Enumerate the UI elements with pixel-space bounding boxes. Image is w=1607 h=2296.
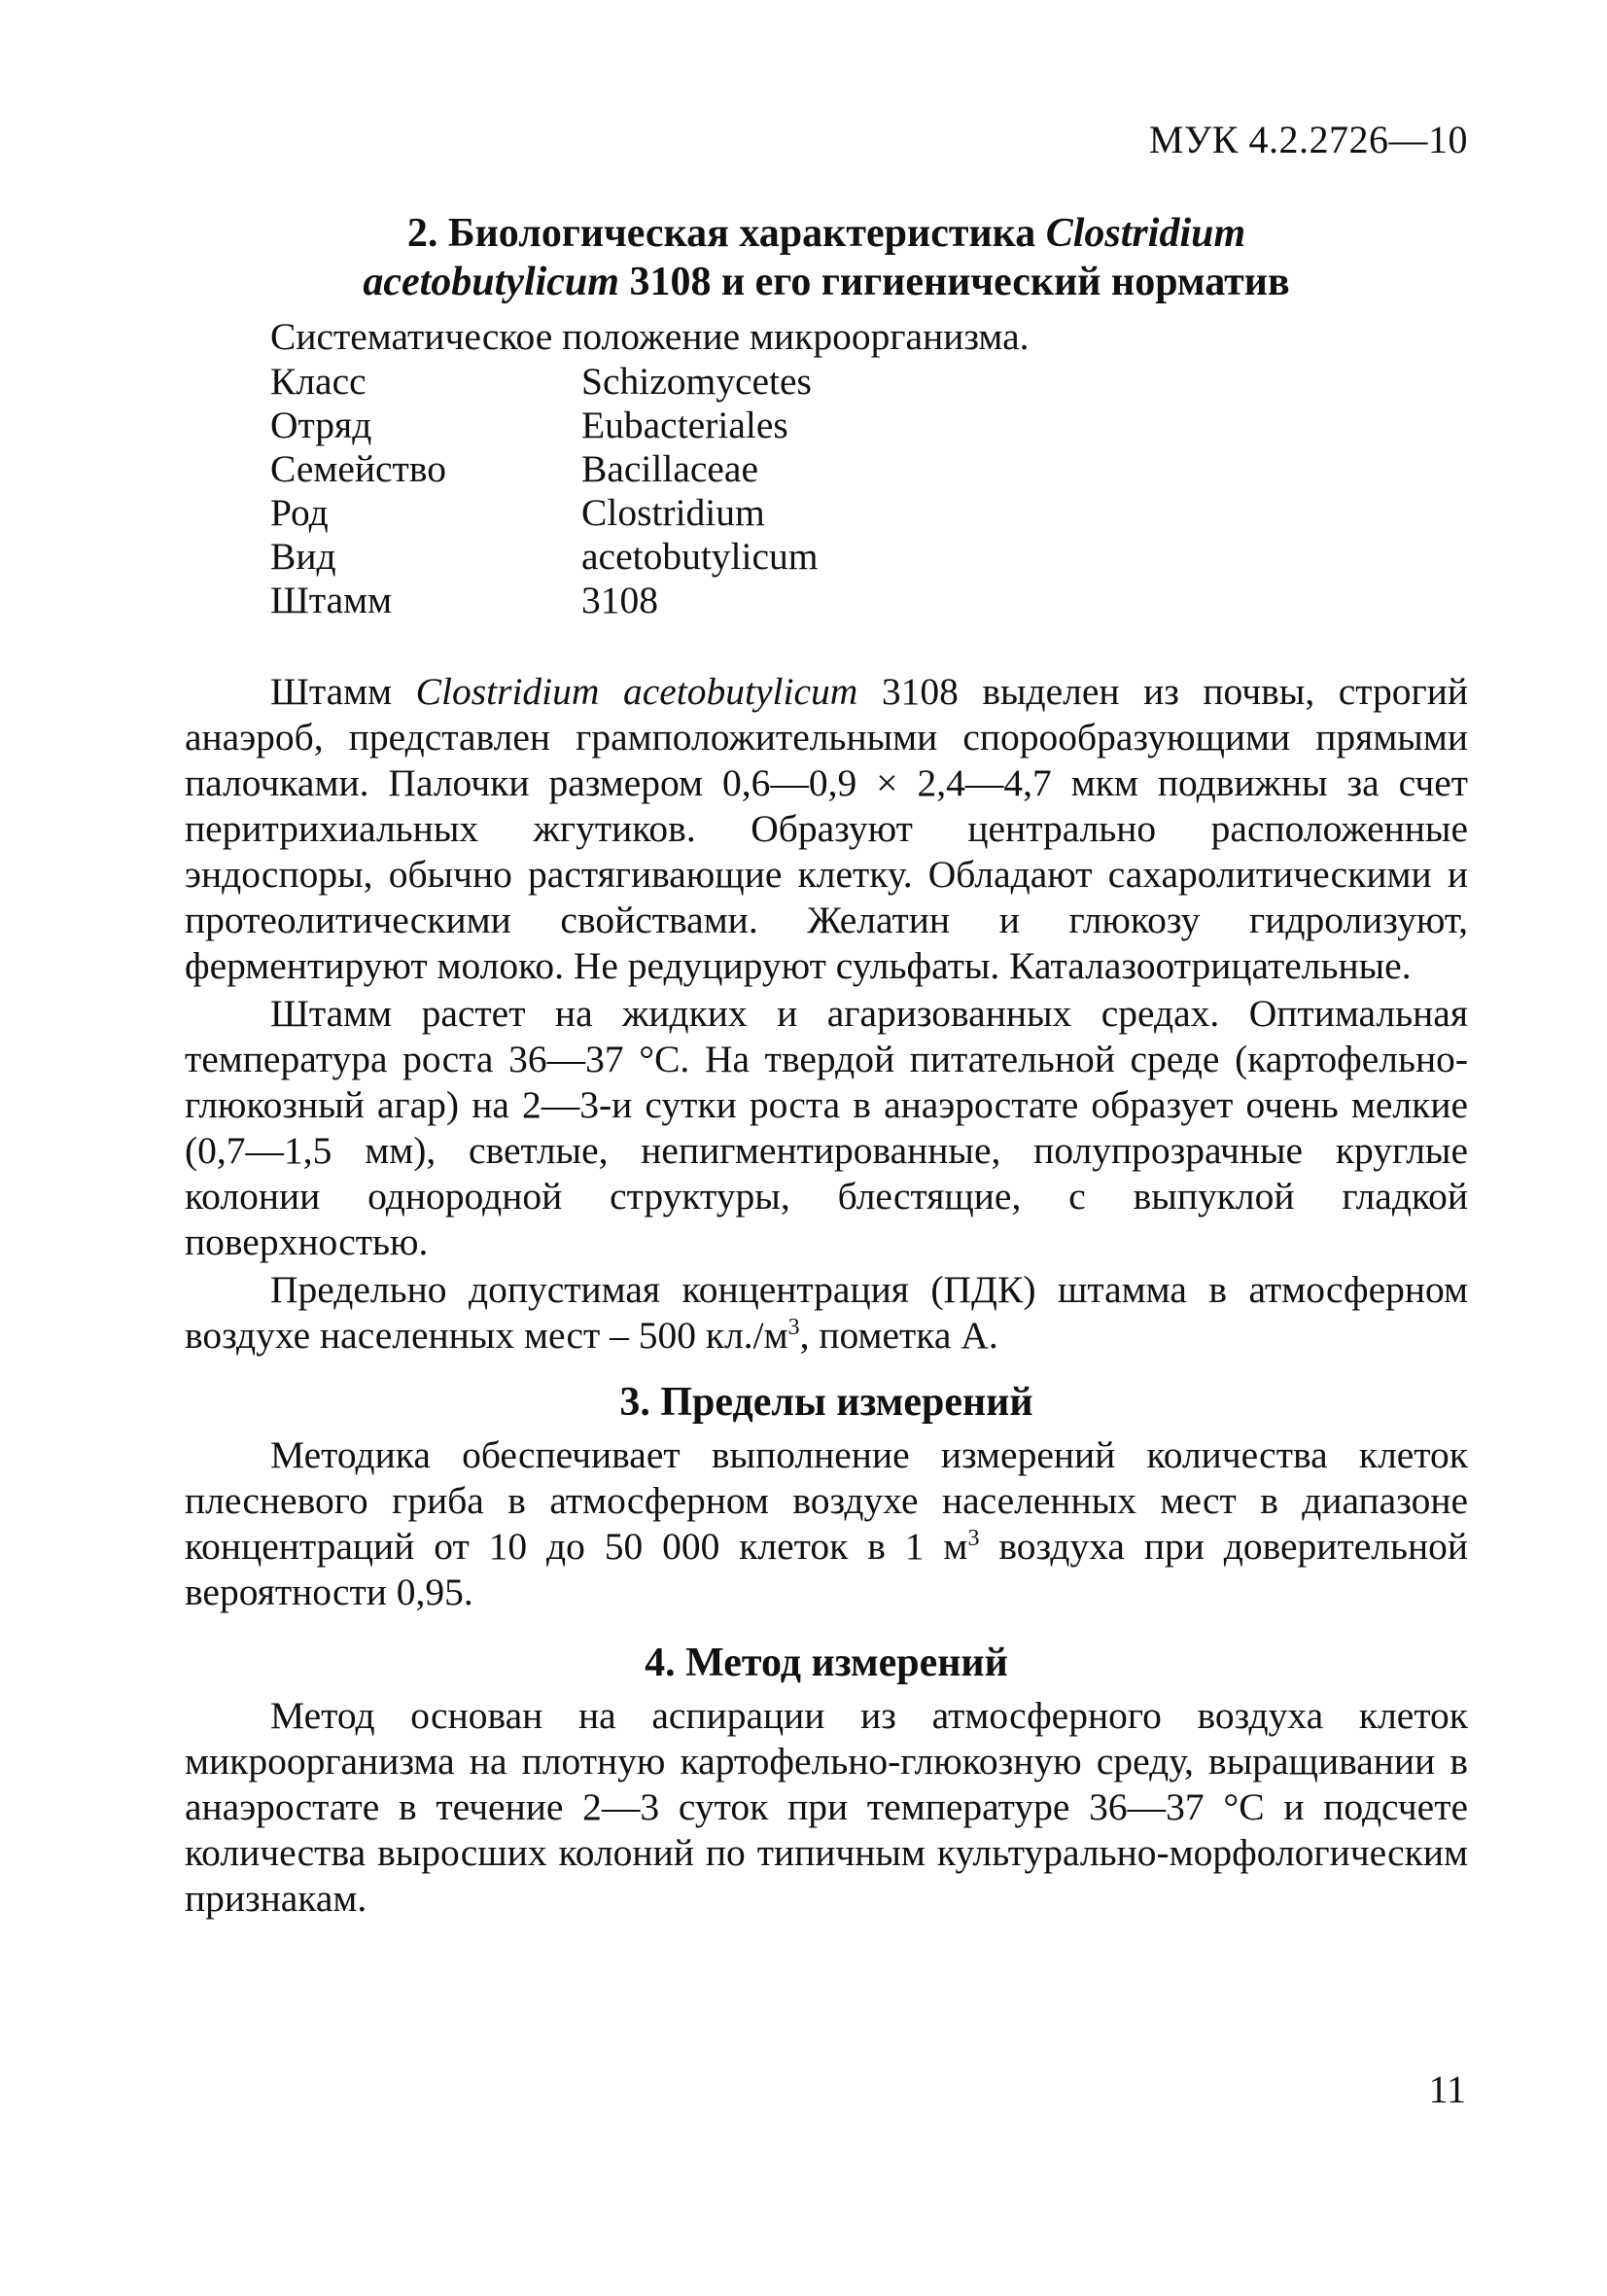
section-2-title-genus: Clostridium — [1045, 211, 1246, 256]
taxonomy-value: Eubacteriales — [581, 404, 788, 446]
taxonomy-row — [270, 579, 1468, 622]
measurement-limits-paragraph — [185, 1432, 1468, 1615]
taxonomy-row — [270, 491, 1468, 535]
section-2-title-part2: 3108 и его гигиенический норматив — [618, 260, 1290, 304]
p1-rest: 3108 выделен из почвы, строгий анаэроб, представлен грамположительными спорообразующими прямыми палочками. Палочки размером 0,6—0,9 × 2,4—4,7 мкм подвижны за счет перитрихиальных жгутиков. Образуют центрально расположенные эндоспоры, обычно растягивающие клетку. Обладают сахаролитическими и протеолитическими свойствами. Желатин и глюкозу гидролизуют, ферментируют молоко. Не редуцируют сульфаты. Каталазоотрицательные. — [185, 670, 1468, 987]
page-content — [185, 209, 1468, 1922]
taxonomy-row — [270, 404, 1468, 447]
taxonomy-label: Вид — [270, 535, 336, 578]
strain-description-paragraph — [185, 669, 1468, 989]
section-4-title: 4. Метод измерений — [645, 1641, 1008, 1685]
taxonomy-intro: Систематическое положение микроорганизма. — [270, 315, 1030, 358]
taxonomy-row — [270, 447, 1468, 491]
s3-superscript: 3 — [967, 1525, 980, 1551]
taxonomy-value: Schizomycetes — [581, 360, 812, 403]
taxonomy-label: Класс — [270, 360, 367, 403]
measurement-method-paragraph: Метод основан на аспирации из атмосферного воздуха клеток микроорганизма на плотную картофельно-глюкозную среду, выращивании в анаэростате в течение 2—3 суток при температуре 36—37 °С и подсчете количества выросших колоний по типичным культурально-морфологическим признакам. — [185, 1694, 1468, 1920]
s3-after: воздуха при доверительной вероятности 0,95. — [185, 1525, 1468, 1613]
p3-after: , пометка А. — [799, 1314, 998, 1357]
taxonomy-row — [270, 535, 1468, 579]
taxonomy-label: Отряд — [270, 404, 372, 446]
taxonomy-row — [270, 360, 1468, 404]
section-2-title — [185, 209, 1468, 306]
p1-species-name: Clostridium acetobutylicum — [415, 670, 858, 713]
taxonomy-value: 3108 — [581, 579, 658, 621]
p3-before: Предельно допустимая концентрация (ПДК) штамма в атмосферном воздухе населенных мест – 500 кл./м — [185, 1268, 1468, 1357]
section-2-title-species: acetobutylicum — [363, 260, 619, 304]
p3-superscript: 3 — [787, 1314, 800, 1340]
taxonomy-label: Семейство — [270, 447, 446, 490]
taxonomy-value: acetobutylicum — [581, 535, 819, 578]
growth-conditions-paragraph: Штамм растет на жидких и агаризованных средах. Оптимальная температура роста 36—37 °С. На твердой питательной среде (картофельно-глюкозный агар) на 2—3-и сутки роста в анаэростате образует очень мелкие (0,7—1,5 мм), светлые, непигментированные, полупрозрачные круглые колонии однородной структуры, блестящие, с выпуклой гладкой поверхностью. — [185, 992, 1468, 1263]
p1-start: Штамм — [270, 670, 416, 713]
section-3-title: 3. Пределы измерений — [619, 1380, 1033, 1425]
mpc-paragraph — [185, 1267, 1468, 1359]
taxonomy-table — [185, 360, 1468, 622]
page-number: 11 — [1428, 2067, 1466, 2111]
document-code: МУК 4.2.2726—10 — [1148, 118, 1468, 161]
taxonomy-value: Bacillaceae — [581, 447, 758, 490]
taxonomy-value: Clostridium — [581, 491, 765, 534]
taxonomy-label: Род — [270, 491, 329, 534]
taxonomy-label: Штамм — [270, 579, 393, 621]
section-2-title-part1: 2. Биологическая характеристика — [406, 211, 1046, 256]
s3-before: Методика обеспечивает выполнение измерений количества клеток плесневого гриба в атмосферном воздухе населенных мест в диапазоне концентраций от 10 до 50 000 клеток в 1 м — [185, 1433, 1468, 1568]
